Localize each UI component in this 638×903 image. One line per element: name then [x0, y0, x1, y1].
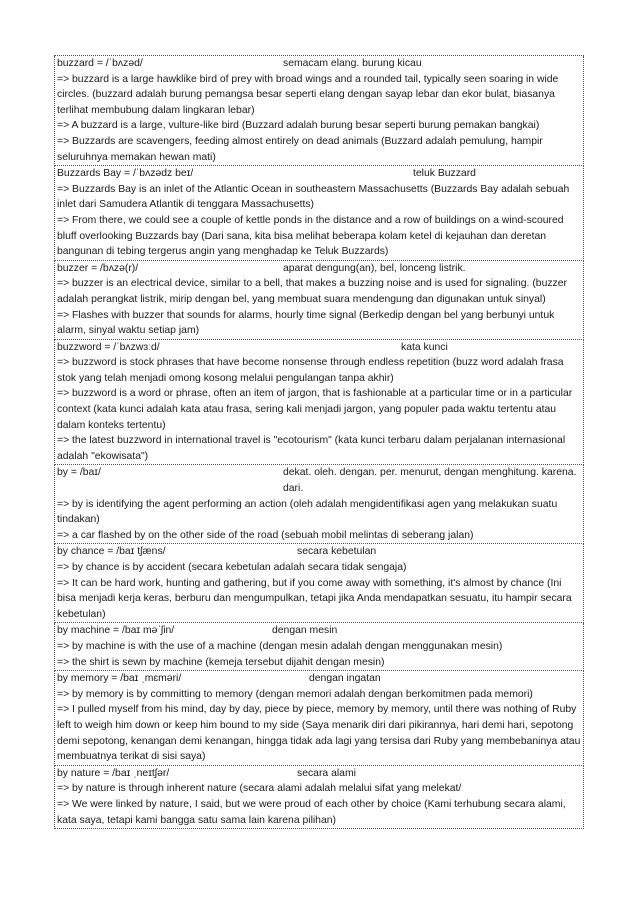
headword-meaning: dekat. oleh. dengan. per. menurut, dengan menghitung. karena. dari. — [283, 467, 577, 495]
headword-meaning: semacam elang. burung kicau — [283, 58, 422, 69]
vocab-entry — [54, 465, 584, 544]
headword-pronunciation: by = /baɪ/ — [57, 467, 101, 479]
entry-heading — [57, 623, 582, 639]
example-line: => From there, we could see a couple of kettle ponds in the distance and a row of buildings on a wind-scoured bluff overlooking Buzzards bay (Dari sana, kita bisa melihat beberapa kolam ketel di kejauhan dan deretan bangunan di tebing tergerus angin yang menghadap ke Teluk Buzzards) — [57, 214, 564, 258]
vocab-entry — [54, 166, 584, 261]
example-line: => Flashes with buzzer that sounds for alarms, hourly time signal (Berkedip dengan bel yang berbunyi untuk alarm, sinyal waktu setiap jam) — [57, 309, 555, 337]
entry-heading — [57, 544, 582, 560]
example-line: => buzzer is an electrical device, similar to a bell, that makes a buzzing noise and is used for signaling. (buzzer adalah perangkat listrik, mirip dengan bel, yang membuat suara mendengung dan digunakan untuk sinyal) — [57, 278, 567, 305]
example-line: => the latest buzzword in international travel is "ecotourism" (kata kunci terbaru dalam perjalanan internasional adalah "ekowisata") — [57, 435, 566, 462]
entry-heading — [57, 340, 582, 356]
headword-pronunciation: buzzword = /ˈbʌzwɜːd/ — [57, 341, 160, 353]
example-line: => buzzword is stock phrases that have become nonsense through endless repetition (buzz word adalah frasa stok yang telah menjadi omong kosong melalui pengulangan tanpa akhir) — [57, 357, 564, 384]
example-line: => by is identifying the agent performing an action (oleh adalah mengidentifikasi agen yang melakukan suatu tindakan) — [57, 498, 558, 526]
entry-heading — [57, 465, 582, 496]
headword-meaning: aparat dengung(an), bel, lonceng listrik. — [283, 262, 466, 274]
headword-pronunciation: by machine = /baɪ məˈʃin/ — [57, 625, 175, 637]
example-line: => Buzzards Bay is an inlet of the Atlantic Ocean in southeastern Massachusetts (Buzzards Bay adalah sebuah inlet dari Samudera Atlantik di tenggara Massachusetts) — [57, 183, 570, 211]
entry-heading — [57, 56, 582, 72]
headword-pronunciation: by nature = /baɪ ˌneɪtʃər/ — [57, 767, 170, 779]
example-line: => by memory is by committing to memory (dengan memori adalah dengan berkomitmen pada memori) — [57, 688, 533, 700]
headword-pronunciation: Buzzards Bay = /ˈbʌzədz beɪ/ — [57, 168, 194, 180]
entry-heading — [57, 766, 582, 782]
example-line: => Buzzards are scavengers, feeding almost entirely on dead animals (Buzzard adalah pemulung, hampir seluruhnya memakan hewan mati) — [57, 135, 543, 163]
example-line: => by machine is with the use of a machine (dengan mesin adalah dengan menggunakan mesin) — [57, 640, 503, 652]
vocab-entry — [54, 56, 584, 166]
entry-heading — [57, 166, 582, 182]
headword-meaning: dengan ingatan — [309, 673, 381, 685]
headword-meaning: kata kunci — [401, 341, 448, 353]
example-line: => the shirt is sewn by machine (kemeja tersebut dijahit dengan mesin) — [57, 656, 385, 668]
vocab-entry — [54, 671, 584, 766]
headword-pronunciation: buzzer = /bʌzə(r)/ — [57, 262, 139, 274]
example-line: => I pulled myself from his mind, day by day, piece by piece, memory by memory, until there was nothing of Ruby left to weigh him down or keep him bound to my side (Saya menarik diri dari pikirannya, hari demi hari, sepotong demi sepotong, kenangan demi kenangan, hingga tidak ada lagi yang tersisa dari Ruby yang membebaninya atau membuatnya terikat di sisi saya) — [57, 704, 581, 763]
headword-meaning: secara alami — [297, 767, 356, 779]
headword-pronunciation: by memory = /baɪ ˌmɛməri/ — [57, 673, 182, 685]
headword-pronunciation: buzzard = /ˈbʌzəd/ — [57, 58, 143, 69]
headword-meaning: secara kebetulan — [297, 546, 377, 558]
example-line: => It can be hard work, hunting and gathering, but if you come away with something, it's almost by chance (Ini bisa menjadi kerja keras, berburu dan mengumpulkan, tetapi jika Anda mendapatkan sesuatu, itu hampir secara kebetulan) — [57, 577, 572, 620]
example-line: => buzzword is a word or phrase, often an item of jargon, that is fashionable at a particular time or in a particular context (kata kunci adalah kata atau frasa, sering kali menjadi jargon, yang populer pada waktu tertentu atau dalam konteks tertentu) — [57, 388, 573, 431]
headword-pronunciation: by chance = /baɪ tʃæns/ — [57, 546, 166, 558]
example-line: => a car flashed by on the other side of the road (sebuah mobil melintas di seberang jalan) — [57, 529, 474, 541]
entry-heading — [57, 261, 582, 277]
example-line: => We were linked by nature, I said, but we were proud of each other by choice (Kami terhubung secara alami, kata saya, tetapi kami bangga satu sama lain karena pilihan) — [57, 798, 566, 826]
vocab-entry — [54, 623, 584, 671]
vocab-entry — [54, 340, 584, 466]
example-line: => A buzzard is a large, vulture-like bird (Buzzard adalah burung besar seperti burung pemakan bangkai) — [57, 120, 540, 132]
headword-meaning: dengan mesin — [272, 625, 338, 637]
entry-heading — [57, 671, 582, 687]
example-line: => buzzard is a large hawklike bird of prey with broad wings and a rounded tail, typically seen soaring in wide circles. (buzzard adalah burung pemangsa besar seperti elang dengan sayap lebar dan ekor bulat, biasanya terlihat membubung dalam lingkaran lebar) — [57, 73, 559, 116]
example-line: => by nature is through inherent nature (secara alami adalah melalui sifat yang melekat/ — [57, 783, 462, 795]
vocabulary-table — [54, 55, 584, 829]
vocab-entry — [54, 261, 584, 340]
headword-meaning: teluk Buzzard — [413, 168, 476, 180]
vocab-entry — [54, 544, 584, 623]
example-line: => by chance is by accident (secara kebetulan adalah secara tidak sengaja) — [57, 562, 407, 573]
vocab-entry — [54, 766, 584, 829]
